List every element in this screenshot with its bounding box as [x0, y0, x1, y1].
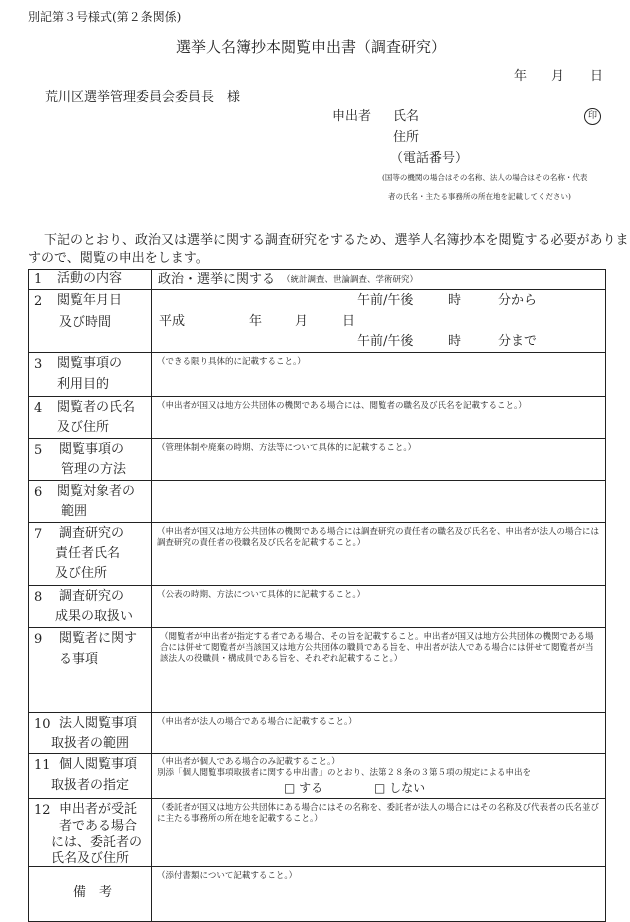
from-minute: 分から	[498, 293, 538, 308]
row-label-cont: 利用目的	[57, 377, 110, 392]
row-number: 8	[34, 590, 43, 605]
date-month-label: 月	[551, 69, 565, 84]
row-individual-handlers	[29, 754, 605, 799]
research-lead-note: （申出者が国又は地方公共団体の機関である場合には調査研究の責任者の職名及び氏名を、申出者が法人の場合には調査研究の責任者の役職名及び氏名を記載すること。）	[157, 527, 600, 548]
row-label: 調査研究の	[59, 589, 125, 604]
research-lead-cell[interactable]	[152, 523, 605, 585]
era-label: 平成	[159, 314, 186, 329]
applicant-phone-label: （電話番号）	[390, 151, 469, 166]
row-number: 1	[34, 272, 43, 287]
row-activity	[29, 270, 605, 290]
viewing-datetime-cell[interactable]	[152, 290, 605, 352]
row-research-lead	[29, 523, 605, 586]
row-label-cont: 責任者氏名	[55, 546, 121, 561]
activity-sub-text: （統計調査、世論調査、学術研究）	[282, 275, 419, 285]
application-form-table	[28, 269, 606, 922]
row-label: 申出者が受託	[59, 802, 138, 817]
option-no-checkbox[interactable]: □ しない	[374, 781, 426, 795]
row-label-cont: 取扱者の範囲	[51, 736, 130, 751]
row-label-cont: 氏名及び住所	[51, 851, 130, 866]
row-number: 5	[34, 443, 43, 458]
row-viewer-matters	[29, 628, 605, 713]
results-handling-note: （公表の時期、方法について具体的に記載すること。）	[157, 590, 366, 600]
option-yes-checkbox[interactable]: □ する	[284, 781, 324, 795]
row-purpose	[29, 353, 605, 397]
corporate-handlers-note: （申出者が法人の場合である場合に記載すること。）	[157, 717, 357, 727]
row-label-cont: 及び住所	[57, 420, 110, 435]
row-label: 閲覧者に関す	[59, 631, 138, 646]
consignor-note: （委託者が国又は地方公共団体にある場合にはその名称を、委託者が法人の場合にはその名称及び代表者の氏名並びに主たる事務所の所在地を記載すること。）	[157, 803, 600, 824]
individual-handlers-note: （申出者が個人である場合のみ記載すること。）	[157, 757, 340, 767]
management-note: （管理体制や廃棄の時期、方法等について具体的に記載すること。）	[157, 443, 417, 453]
row-viewing-datetime	[29, 290, 605, 353]
applicant-address-label: 住所	[393, 130, 420, 145]
viewer-matters-note: （閲覧者が申出者が指定する者である場合、その旨を記載すること。申出者が国又は地方公共団体の機関である場合には併せて閲覧者が当該国又は地方公共団体の職員である旨を、申出者が法人である場合には併せて閲覧者が当該法人の役職員・構成員である旨を、それぞれ記載すること。）	[160, 632, 594, 664]
row-number: 4	[34, 401, 43, 416]
corporate-handlers-cell[interactable]	[152, 713, 605, 753]
seal-mark: 印	[584, 108, 601, 125]
row-label: 閲覧事項の	[59, 442, 125, 457]
individual-handlers-ref: 別添「個人閲覧事項取扱者に関する申出書」のとおり、法第２８条の３第５項の規定による申出を	[157, 768, 532, 778]
form-reference: 別記第３号様式(第２条関係)	[28, 10, 182, 24]
row-label: 閲覧事項の	[57, 356, 123, 371]
consignor-cell[interactable]	[152, 799, 605, 866]
row-corporate-handlers	[29, 713, 605, 754]
row-number: 11	[34, 758, 51, 773]
row-label: 個人閲覧事項	[59, 757, 138, 772]
row-management	[29, 439, 605, 481]
row-label: 法人閲覧事項	[59, 716, 138, 731]
applicant-note-line1: (国等の機関の場合はその名称、法人の場合はその名称・代表	[382, 173, 588, 182]
date-year-label: 年	[514, 69, 528, 84]
row-target-scope	[29, 481, 605, 523]
viewer-matters-cell[interactable]	[152, 628, 605, 712]
applicant-label: 申出者	[332, 109, 372, 124]
row-label: 調査研究の	[59, 526, 125, 541]
document-title: 選挙人名簿抄本閲覧申出書（調査研究）	[176, 38, 447, 56]
row-label-cont: 成果の取扱い	[55, 609, 134, 624]
from-ampm: 午前/午後	[357, 293, 414, 308]
row-label-cont: 及び時間	[59, 315, 112, 330]
remarks-note: （添付書類について記載すること。）	[157, 871, 298, 881]
from-hour: 時	[448, 293, 462, 308]
row-label: 閲覧者の氏名	[57, 400, 136, 415]
row-label-cont: 及び住所	[55, 566, 108, 581]
row-number: 6	[34, 485, 43, 500]
intro-line2: すので、閲覧の申出をします。	[28, 251, 209, 266]
month-label: 月	[295, 314, 309, 329]
to-hour: 時	[448, 334, 462, 349]
management-cell[interactable]	[152, 439, 605, 480]
row-label-cont: る事項	[59, 652, 99, 667]
row-number: 7	[34, 527, 43, 542]
row-viewer-name	[29, 397, 605, 439]
applicant-note-line2: 者の氏名・主たる事務所の所在地を記載してください)	[388, 192, 571, 201]
row-label-cont: には、委託者の	[51, 835, 143, 850]
row-label-cont: 者である場合	[59, 819, 138, 834]
target-scope-cell[interactable]	[152, 481, 605, 522]
row-number: 10	[34, 717, 51, 732]
to-minute: 分まで	[498, 334, 538, 349]
remarks-label: 備 考	[73, 885, 113, 900]
row-label-cont: 範囲	[61, 504, 88, 519]
row-label-cont: 管理の方法	[61, 462, 127, 477]
row-consignor	[29, 799, 605, 867]
row-number: 9	[34, 632, 43, 647]
individual-handlers-cell	[152, 754, 605, 798]
row-label: 活動の内容	[57, 271, 123, 286]
viewer-name-cell[interactable]	[152, 397, 605, 438]
purpose-note: （できる限り具体的に記載すること。）	[157, 357, 306, 367]
activity-content-cell[interactable]	[152, 270, 605, 289]
remarks-cell[interactable]	[152, 867, 605, 921]
to-ampm: 午前/午後	[357, 334, 414, 349]
row-label: 閲覧年月日	[57, 293, 123, 308]
addressee: 荒川区選挙管理委員会委員長 様	[45, 90, 241, 105]
row-label: 閲覧対象者の	[57, 484, 136, 499]
date-day-label: 日	[590, 69, 604, 84]
viewer-name-note: （申出者が国又は地方公共団体の機関である場合には、閲覧者の職名及び氏名を記載すること。）	[157, 401, 527, 411]
row-results-handling	[29, 586, 605, 628]
year-label: 年	[249, 314, 263, 329]
row-number: 3	[34, 357, 43, 372]
row-label-cont: 取扱者の指定	[51, 778, 130, 793]
row-number: 2	[34, 294, 43, 309]
activity-main-text: 政治・選挙に関する	[158, 272, 276, 287]
intro-line1: 下記のとおり、政治又は選挙に関する調査研究をするため、選挙人名簿抄本を閲覧する必要がありま	[44, 233, 629, 248]
day-label: 日	[342, 314, 356, 329]
applicant-name-label: 氏名	[393, 109, 420, 124]
purpose-cell[interactable]	[152, 353, 605, 396]
results-handling-cell[interactable]	[152, 586, 605, 627]
row-remarks	[29, 867, 605, 921]
row-number: 12	[34, 803, 51, 818]
